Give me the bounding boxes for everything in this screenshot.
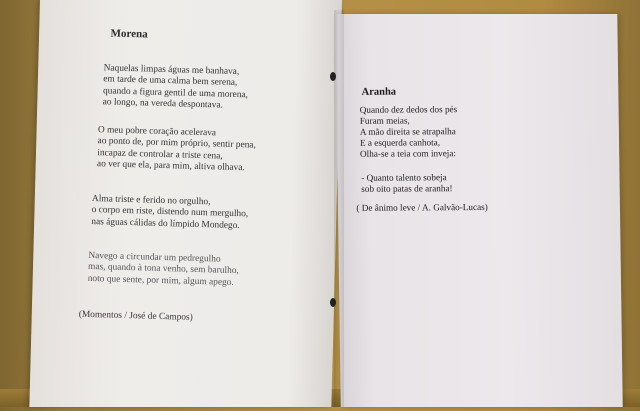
- poem-line: sob oito patas de aranha!: [361, 183, 453, 194]
- aranha-stanza-1: [360, 104, 458, 160]
- poem-line: nas águas cálidas do límpido Mondego.: [91, 216, 240, 231]
- poem-line: Quando dez dedos dos pés: [359, 104, 458, 115]
- poem-line: Alma triste e ferido no orgulho,: [91, 193, 211, 208]
- poem-line: noto que sente, por mim, algum apego.: [87, 273, 234, 288]
- poem-line: mas, quando à tona venho, sem barulho,: [87, 262, 239, 277]
- poem-line: incapaz de controlar a triste cena,: [97, 147, 223, 162]
- poem-line: A mão direita se atrapalha: [359, 126, 456, 137]
- aranha-credit: ( De ânimo leve / A. Galvão-Lucas): [356, 201, 488, 213]
- poem-line: quando a figura gentil de uma morena,: [102, 86, 249, 101]
- poem-line: o corpo em riste, distendo num mergulho,: [91, 205, 249, 220]
- poem-line: E a esquerda canhota,: [359, 137, 441, 148]
- poem-line: em tarde de uma calma bem serena,: [103, 74, 238, 89]
- poem-title-aranha: Aranha: [361, 86, 397, 98]
- poem-line: - Quanto talento sobeja: [361, 172, 447, 183]
- poem-line: Olha-se a teia com inveja:: [359, 148, 456, 159]
- poem-title-morena: Morena: [110, 27, 148, 41]
- morena-credit: (Momentos / José de Campos): [78, 309, 193, 323]
- poem-line: ao longo, na vereda despontava.: [102, 97, 224, 111]
- poem-line: ao ver que ela, para mim, altiva olhava.: [96, 159, 245, 174]
- poem-line: ao ponto de, por mim próprio, sentir pena,: [97, 136, 256, 151]
- poem-line: Navego a circundar um pedregulho: [88, 250, 221, 265]
- poem-line: O meu pobre coração acelerava: [97, 125, 217, 139]
- poem-line: Furam meias,: [359, 115, 410, 126]
- poem-line: Naquelas limpas águas me banhava,: [103, 63, 240, 78]
- aranha-stanza-2: [361, 172, 452, 195]
